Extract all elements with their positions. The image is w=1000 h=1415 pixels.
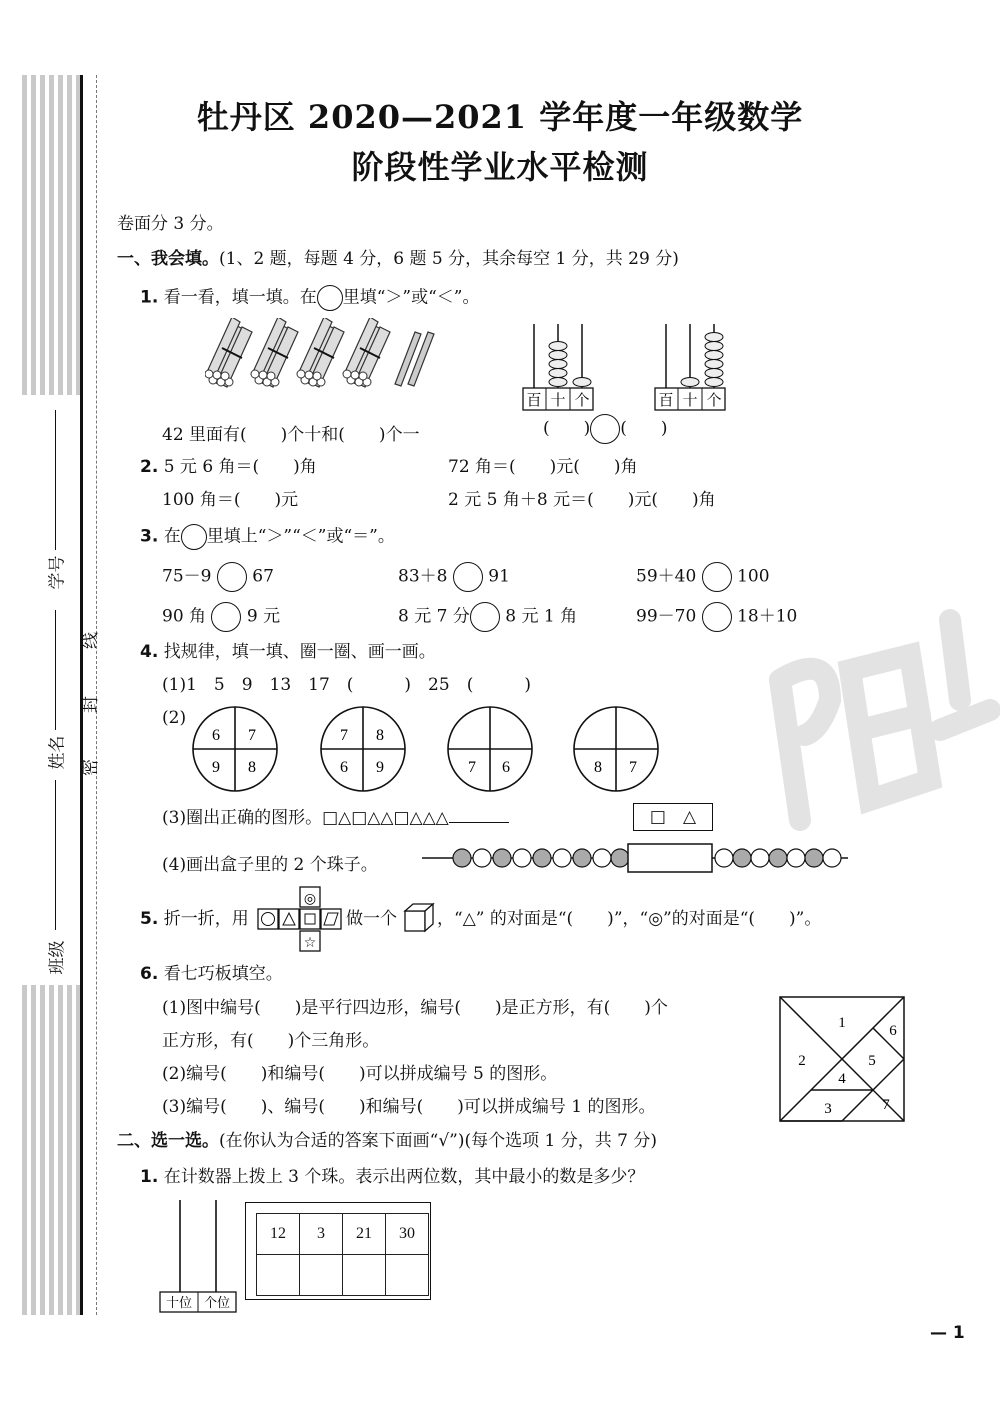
tangram-label-5: 5 [868, 1053, 876, 1069]
c4-br: 7 [629, 759, 637, 776]
abacus-left-label-ones: 个 [574, 391, 590, 409]
cube-icon [403, 902, 435, 934]
s2-q1-number: 1. [140, 1167, 159, 1187]
margin-label-mi: 密 [81, 759, 101, 776]
tangram-label-3: 3 [824, 1101, 832, 1117]
margin-underline-xingming [55, 780, 56, 930]
q6-l1: (1)图中编号( )是平行四边形，编号( )是正方形，有( )个 [162, 998, 668, 1018]
q3-item-6-right: 18＋10 [737, 606, 798, 627]
q1-number: 1. [140, 287, 159, 308]
compare-circle-icon [181, 524, 207, 550]
margin-underline-banji [55, 610, 56, 730]
q5-text-c: ，“△” 的对面是“( )”，“◎”的对面是“( )”。 [437, 909, 822, 929]
q6-line [140, 963, 283, 985]
q3-item-6 [636, 602, 797, 632]
q4-circle-pattern [190, 705, 670, 795]
margin-label-banji: 班级 [47, 940, 68, 975]
q4-p1: (1)1 5 9 13 17 ( ) 25 ( ) [162, 675, 531, 695]
q6-l3: (2)编号( )和编号( )可以拼成编号 5 的图形。 [162, 1064, 558, 1084]
s2-option-4: 30 [386, 1214, 429, 1255]
q2-d: 2 元 5 角＋8 元＝( )元( )角 [448, 490, 716, 510]
s2-option-2: 3 [300, 1214, 343, 1255]
q4-text: 找规律，填一填、圈一圈、画一画。 [163, 642, 436, 662]
page-number: — 1 [930, 1323, 965, 1343]
c3-br: 6 [502, 759, 510, 776]
s2-answer-cell-4[interactable] [386, 1255, 429, 1296]
tangram-label-6: 6 [889, 1023, 897, 1039]
abacus-right-label-hundreds: 百 [658, 391, 674, 409]
q3-item-2-right: 91 [488, 566, 510, 587]
abacus-right-label-ones: 个 [706, 391, 722, 409]
c2-br: 9 [376, 759, 384, 776]
q3-number: 3. [140, 526, 159, 547]
margin-label-xuehao: 学号 [47, 555, 68, 590]
q1-compare-left: ( ) [543, 418, 591, 439]
q3-line [140, 524, 395, 550]
s2-q1-line [140, 1166, 644, 1188]
stick-bundles-image [205, 318, 445, 390]
abacus-left-label-tens: 十 [550, 391, 566, 409]
q3-item-1-circle[interactable] [217, 562, 247, 592]
q4-p3: (3)圈出正确的图形。 [162, 808, 323, 828]
s2-answer-cell-3[interactable] [343, 1255, 386, 1296]
q5-text-b: 做一个 [346, 909, 397, 929]
section2-note: (在你认为合适的答案下面画“√”)(每个选项 1 分，共 7 分) [219, 1131, 657, 1151]
margin-label-xingming: 姓名 [47, 735, 68, 770]
margin-underline-xuehao [55, 410, 56, 550]
c2-bl: 6 [340, 759, 348, 776]
s2-counter [158, 1198, 238, 1316]
tangram-label-1: 1 [838, 1015, 846, 1031]
q1-text-a: 看一看，填一填。在 [163, 287, 317, 308]
q3-item-5-left: 8 元 7 分 [398, 606, 470, 627]
q5-number: 5. [140, 909, 159, 929]
abacus-right-label-tens: 十 [682, 391, 698, 409]
page-subtitle: 阶段性学业水平检测 [351, 148, 649, 186]
compare-circle-icon [317, 285, 343, 311]
tangram-label-4: 4 [838, 1071, 846, 1087]
q3-item-6-circle[interactable] [702, 602, 732, 632]
q6-number: 6. [140, 964, 159, 984]
q2-line-a [140, 456, 317, 478]
c1-tr: 7 [248, 727, 256, 744]
q4-p3-line [162, 807, 509, 829]
s2-options-table [256, 1213, 429, 1296]
q4-p2: (2) [162, 708, 187, 728]
q3-item-1-left: 75－9 [162, 566, 212, 587]
q5-text-a: 折一折，用 [163, 909, 249, 929]
c2-tr: 8 [376, 727, 384, 744]
intro-text: 卷面分 3 分。 [117, 214, 224, 234]
q1-compare-circle [590, 414, 620, 444]
s2-counter-tens: 十位 [165, 1296, 193, 1311]
q3-item-5-right: 8 元 1 角 [505, 606, 578, 627]
q6-l2: 正方形，有( )个三角形。 [162, 1031, 380, 1051]
q3-item-4 [162, 602, 280, 632]
q4-p3-box-shapes: □ △ [649, 807, 697, 827]
c2-tl: 7 [340, 727, 348, 744]
s2-answer-cell-1[interactable] [257, 1255, 300, 1296]
q3-text-a: 在 [163, 526, 181, 547]
c1-br: 8 [248, 759, 256, 776]
q6-text: 看七巧板填空。 [163, 964, 283, 984]
q3-item-3 [636, 562, 770, 592]
q4-p3-shapes: □△□△△□△△△ [322, 808, 449, 828]
q4-p4: (4)画出盒子里的 2 个珠子。 [162, 855, 378, 875]
q1-text-b: 里填“＞”或“＜”。 [342, 287, 480, 308]
margin-label-xian: 线 [81, 632, 101, 649]
page-title: 牡丹区 2020—2021 学年度一年级数学 [196, 98, 804, 136]
tangram-image [778, 995, 906, 1123]
q3-text-b: 里填上“＞”“＜”或“＝”。 [206, 526, 395, 547]
c3-bl: 7 [468, 759, 476, 776]
q3-item-1 [162, 562, 274, 592]
q3-item-1-right: 67 [252, 566, 274, 587]
q2-c: 100 角＝( )元 [162, 490, 299, 510]
q3-item-4-circle[interactable] [211, 602, 241, 632]
margin-label-feng: 封 [81, 696, 101, 713]
q2-b: 72 角＝( )元( )角 [448, 457, 638, 477]
q1-compare-line [543, 414, 668, 444]
section1-heading-line [117, 248, 679, 270]
margin-stripes-bottom [22, 985, 80, 1315]
q1-compare-right: ( ) [620, 418, 668, 439]
abacus-left-label-hundreds: 百 [526, 391, 542, 409]
s2-q1-text: 在计数器上拨上 3 个珠。表示出两位数，其中最小的数是多少？ [163, 1167, 645, 1187]
section2-heading-line [117, 1130, 657, 1152]
bead-string[interactable] [422, 842, 848, 874]
s2-answer-cell-2[interactable] [300, 1255, 343, 1296]
q3-item-5-circle[interactable] [470, 602, 500, 632]
abacus-right [652, 320, 728, 412]
q6-l4: (3)编号( )、编号( )和编号( )可以拼成编号 1 的图形。 [162, 1097, 656, 1117]
cube-net-bottom: ☆ [303, 935, 317, 951]
q3-item-2 [398, 562, 510, 592]
c1-bl: 9 [212, 759, 220, 776]
section1-note: (1、2 题，每题 4 分，6 题 5 分，其余每空 1 分，共 29 分) [219, 249, 679, 269]
q3-item-4-right: 9 元 [246, 606, 281, 627]
q2-number: 2. [140, 457, 159, 477]
q3-item-4-left: 90 角 [162, 606, 207, 627]
q4-number: 4. [140, 642, 159, 662]
q3-item-3-circle[interactable] [702, 562, 732, 592]
abacus-left [520, 320, 596, 412]
q3-item-3-right: 100 [737, 566, 770, 587]
cube-net-top: ◎ [303, 891, 317, 907]
q4-p3-blank [449, 822, 509, 823]
tangram-label-7: 7 [882, 1097, 890, 1113]
cube-net-image [254, 885, 346, 953]
tangram-label-2: 2 [798, 1053, 806, 1069]
s2-option-1: 12 [257, 1214, 300, 1255]
q4-line [140, 641, 436, 663]
q1-line [140, 285, 479, 311]
q3-item-6-left: 99－70 [636, 606, 697, 627]
q4-p3-answer-box [633, 803, 713, 831]
q2-a: 5 元 6 角＝( )角 [163, 457, 317, 477]
margin-dashed-line [96, 75, 97, 1315]
section2-heading: 二、选一选。 [117, 1131, 219, 1151]
margin-solid-line [80, 75, 83, 1315]
q5-line [140, 908, 249, 930]
s2-option-3: 21 [343, 1214, 386, 1255]
q1-fill-text: 42 里面有( )个十和( )个一 [162, 425, 420, 445]
c4-bl: 8 [594, 759, 602, 776]
s2-counter-ones: 个位 [203, 1296, 231, 1311]
q3-item-5 [398, 602, 577, 632]
section1-heading: 一、我会填。 [117, 249, 219, 269]
c1-tl: 6 [212, 727, 220, 744]
q3-item-3-left: 59＋40 [636, 566, 697, 587]
q3-item-2-left: 83＋8 [398, 566, 448, 587]
q3-item-2-circle[interactable] [453, 562, 483, 592]
